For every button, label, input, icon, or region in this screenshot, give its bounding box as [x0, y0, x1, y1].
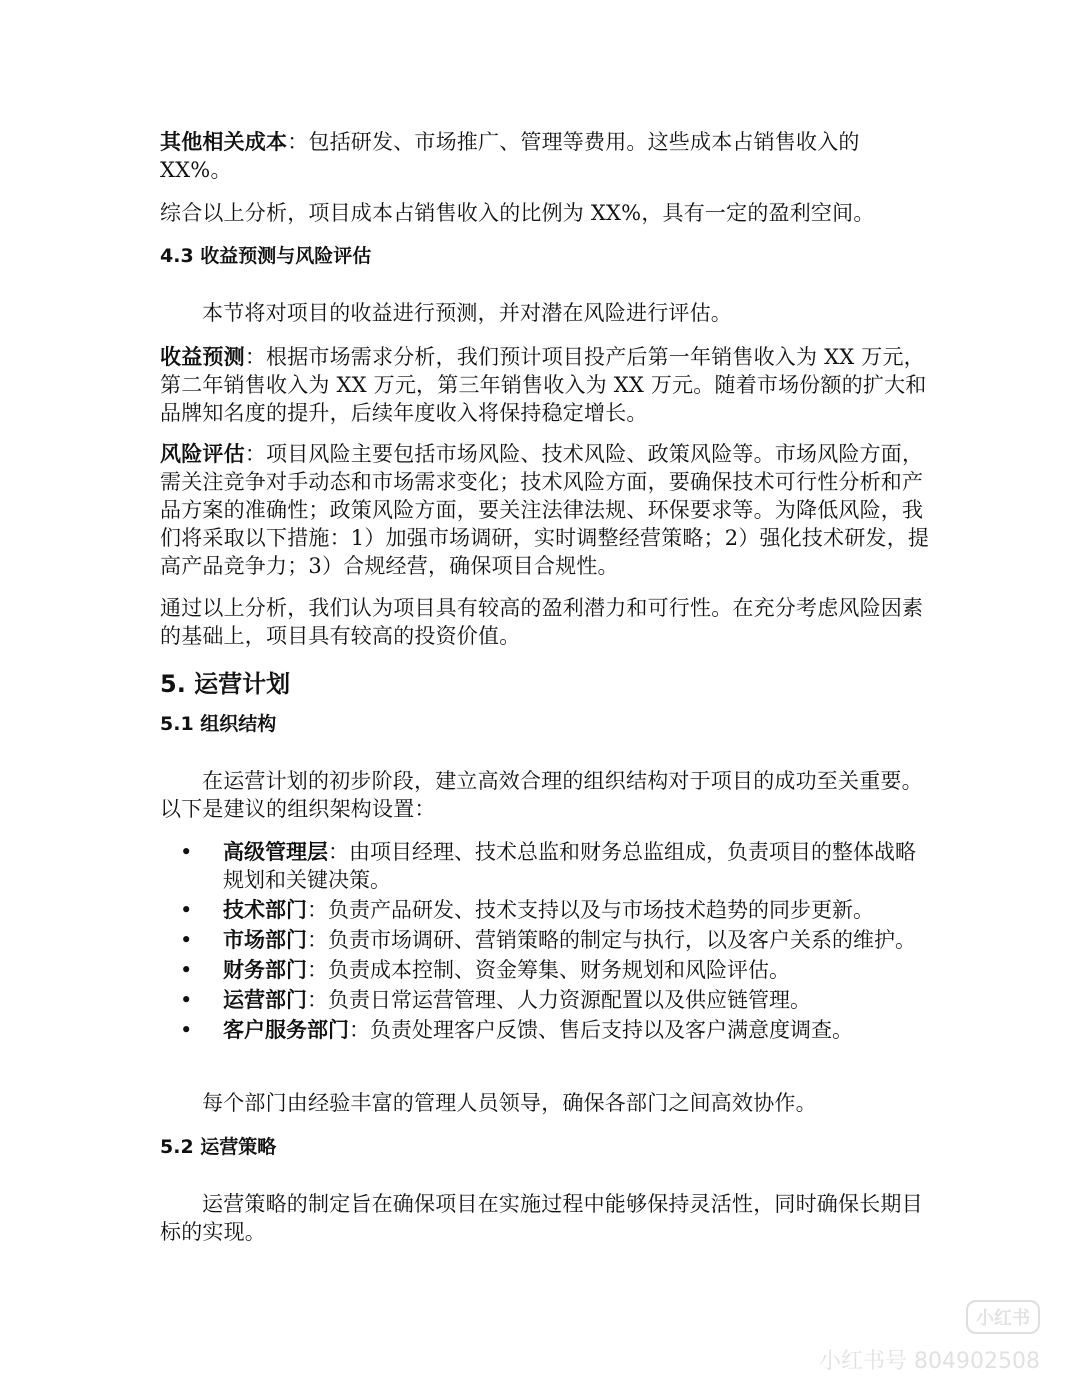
other-cost-text: ：包括研发、市场推广、管理等费用。这些成本占销售收入的 XX%。 — [160, 130, 860, 182]
other-cost-label: 其他相关成本 — [160, 130, 288, 154]
list-item-text: ：负责产品研发、技术支持以及与市场技术趋势的同步更新。 — [307, 898, 874, 922]
list-item — [160, 956, 930, 984]
list-item — [160, 1016, 930, 1044]
bullet-glyph: • — [180, 1018, 193, 1042]
list-item-text: ：负责市场调研、营销策略的制定与执行，以及客户关系的维护。 — [307, 928, 916, 952]
bullet-glyph: • — [180, 988, 193, 1012]
revenue-forecast-label: 收益预测 — [160, 345, 245, 369]
section-5-heading: 5. 运营计划 — [160, 670, 291, 698]
section-5-1-closing: 每个部门由经验丰富的管理人员领导，确保各部门之间高效协作。 — [202, 1091, 817, 1115]
list-item-label: 市场部门 — [223, 928, 307, 952]
risk-assessment-text: ：项目风险主要包括市场风险、技术风险、政策风险等。市场风险方面，需关注竞争对手动态和市场需求变化；技术风险方面，要确保技术可行性分析和产品方案的准确性；政策风险方面，要关注法律法规、环保要求等。为降低风险，我们将采取以下措施：1）加强市场调研，实时调整经营策略；2）强化技术研发，提高产品竞争力；3）合规经营，确保项目合规性。 — [160, 442, 930, 578]
section-4-3-heading: 4.3 收益预测与风险评估 — [160, 245, 372, 267]
list-item-text: ：由项目经理、技术总监和财务总监组成，负责项目的整体战略规划和关键决策。 — [223, 840, 916, 892]
section-4-3-intro: 本节将对项目的收益进行预测，并对潜在风险进行评估。 — [202, 301, 732, 325]
section-5-2-heading: 5.2 运营策略 — [160, 1136, 277, 1158]
revenue-forecast-text: ：根据市场需求分析，我们预计项目投产后第一年销售收入为 XX 万元，第二年销售收入为 XX 万元，第三年销售收入为 XX 万元。随着市场份额的扩大和品牌知名度的提升，后续年度收入将保持稳定增长。 — [160, 345, 927, 425]
bullet-glyph: • — [180, 958, 193, 982]
cost-summary-paragraph: 综合以上分析，项目成本占销售收入的比例为 XX%，具有一定的盈利空间。 — [160, 201, 875, 225]
bullet-glyph: • — [180, 840, 193, 864]
revenue-forecast-paragraph — [160, 343, 930, 427]
list-item-label: 财务部门 — [223, 958, 307, 982]
list-item — [160, 986, 930, 1014]
list-item-label: 高级管理层 — [223, 840, 328, 864]
watermark-logo: 小红书 — [966, 1300, 1040, 1334]
section-5-2-intro: 运营策略的制定旨在确保项目在实施过程中能够保持灵活性，同时确保长期目标的实现。 — [160, 1192, 923, 1244]
bullet-glyph: • — [180, 928, 193, 952]
risk-assessment-paragraph — [160, 440, 930, 580]
list-item — [160, 926, 930, 954]
list-item-label: 运营部门 — [223, 988, 307, 1012]
list-item-label: 技术部门 — [223, 898, 307, 922]
list-item-text: ：负责日常运营管理、人力资源配置以及供应链管理。 — [307, 988, 811, 1012]
list-item — [160, 838, 930, 894]
list-item — [160, 896, 930, 924]
org-structure-list — [160, 838, 930, 1046]
list-item-text: ：负责成本控制、资金筹集、财务规划和风险评估。 — [307, 958, 790, 982]
section-5-1-heading: 5.1 组织结构 — [160, 713, 277, 735]
list-item-text: ：负责处理客户反馈、售后支持以及客户满意度调查。 — [349, 1018, 853, 1042]
list-item-label: 客户服务部门 — [223, 1018, 349, 1042]
bullet-glyph: • — [180, 898, 193, 922]
risk-assessment-label: 风险评估 — [160, 442, 245, 466]
other-cost-paragraph — [160, 128, 930, 184]
section-5-1-intro: 在运营计划的初步阶段，建立高效合理的组织结构对于项目的成功至关重要。以下是建议的组织架构设置： — [160, 769, 923, 821]
section-4-3-conclusion: 通过以上分析，我们认为项目具有较高的盈利潜力和可行性。在充分考虑风险因素的基础上，项目具有较高的投资价值。 — [160, 596, 924, 648]
watermark-id: 小红书号 804902508 — [819, 1349, 1040, 1374]
